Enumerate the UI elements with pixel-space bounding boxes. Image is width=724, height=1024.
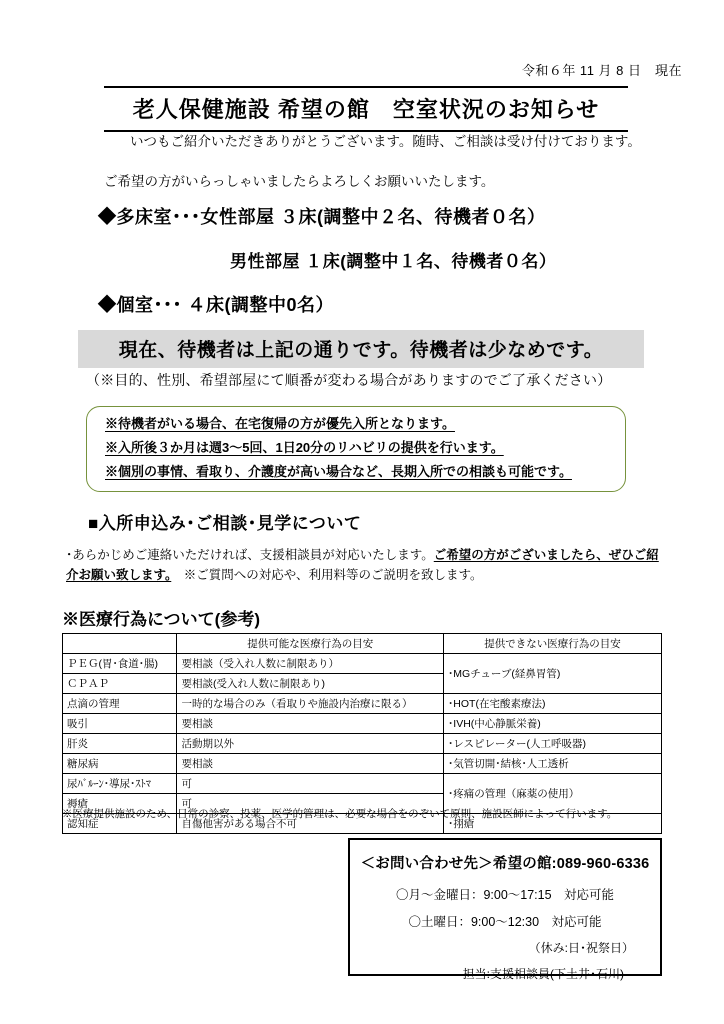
contact-saturday-hours: 〇土曜日：9:00～12:30 対応可能 [408, 915, 602, 929]
medical-heading: ※医療行為について(参考) [62, 610, 260, 629]
intro-line-2: ご希望の方がいらっしゃいましたらよろしくお願いいたします。 [104, 174, 495, 189]
medical-item: 尿ﾊﾞﾙｰﾝ･導尿･ｽﾄﾏ [63, 774, 177, 794]
unavailable-item: ･MGチューブ(経鼻胃管) [444, 654, 662, 694]
contact-closed-days: （休み:日･祝祭日） [528, 941, 634, 955]
page-title: 老人保健施設 希望の館 空室状況のお知らせ [104, 86, 628, 132]
table-row [63, 754, 662, 774]
unavailable-item: ･HOT(在宅酸素療法) [444, 694, 662, 714]
contact-title: ＜お問い合わせ先＞希望の館:089-960-6336 [360, 856, 650, 872]
application-heading: ■入所申込み･ご相談･見学について [88, 514, 362, 533]
application-text-part1: ･あらかじめご連絡いただければ、支援相談員が対応いたします。 [66, 548, 434, 562]
date-line: 令和６年 11 月 8 日 現在 [521, 63, 682, 78]
medical-detail: 要相談 [177, 754, 444, 774]
waitlist-highlight: 現在、待機者は上記の通りです。待機者は少なめです。 [78, 330, 644, 368]
medical-item: 肝炎 [63, 734, 177, 754]
table-row [63, 774, 662, 794]
medical-item: 褥瘡 [63, 794, 177, 814]
table-header-available: 提供可能な医療行為の目安 [177, 634, 444, 654]
room-availability-male: 男性部屋 １床(調整中１名、待機者０名） [230, 252, 557, 271]
room-availability-female: ◆多床室･･･女性部屋 ３床(調整中２名、待機者０名） [98, 207, 546, 227]
medical-detail: 活動期以外 [177, 734, 444, 754]
medical-item: 吸引 [63, 714, 177, 734]
contact-staff: 担当:支援相談員(下土井･石川) [462, 967, 624, 981]
application-text-part2: ※ご質問への対応や、利用料等のご説明を致します。 [183, 568, 483, 582]
medical-item: ＰＥＧ(胃･食道･腸) [63, 654, 177, 674]
medical-table [62, 633, 662, 834]
medical-item: ＣＰＡＰ [63, 674, 177, 694]
medical-detail: 要相談(受入れ人数に制限あり) [177, 674, 444, 694]
medical-detail: 自傷他害がある場合不可 [177, 814, 444, 834]
medical-detail: 一時的な場合のみ（看取りや施設内治療に限る） [177, 694, 444, 714]
table-header-blank [63, 634, 177, 654]
application-text [66, 545, 666, 585]
unavailable-item: ･挧瘡 [444, 814, 662, 834]
contact-weekday-hours: 〇月～金曜日：9:00～17:15 対応可能 [395, 888, 615, 902]
note-item: ※待機者がいる場合、在宅復帰の方が優先入所となります。 [105, 416, 455, 431]
medical-detail: 要相談（受入れ人数に制限あり） [177, 654, 444, 674]
table-header-row [63, 634, 662, 654]
medical-item: 糖尿病 [63, 754, 177, 774]
table-row [63, 694, 662, 714]
medical-footnote: ※医療提供施設のため、日常の診察、投薬、医学的管理は、必要な場合をのぞいて原則、施設医師によって行います。 [62, 808, 618, 820]
notes-box [86, 406, 626, 492]
medical-item: 点滴の管理 [63, 694, 177, 714]
application-text-bold: ご希望の方がございましたら、ぜひご紹介お願い致します。 [66, 548, 659, 582]
table-row [63, 714, 662, 734]
waitlist-note: （※目的、性別、希望部屋にて順番が変わる場合がありますのでご了承ください） [86, 372, 612, 388]
table-row [63, 654, 662, 674]
unavailable-item: ･レスピレーター(人工呼吸器) [444, 734, 662, 754]
medical-item: 認知症 [63, 814, 177, 834]
note-item: ※個別の事情、看取り、介護度が高い場合など、長期入所での相談も可能です。 [105, 464, 572, 479]
medical-detail: 可 [177, 794, 444, 814]
table-row [63, 734, 662, 754]
contact-box [348, 838, 662, 981]
table-header-unavailable: 提供できない医療行為の目安 [444, 634, 662, 654]
unavailable-item: ･疼痛の管理（麻薬の使用） [444, 774, 662, 814]
medical-detail: 可 [177, 774, 444, 794]
unavailable-item: ･IVH(中心静脈栄養) [444, 714, 662, 734]
note-item: ※入所後３か月は週3～5回、1日20分のリハビリの提供を行います。 [105, 440, 504, 455]
intro-line-1: いつもご紹介いただきありがとうございます。随時、ご相談は受け付けております。 [130, 134, 641, 149]
unavailable-item: ･気管切開･結核･人工透析 [444, 754, 662, 774]
medical-detail: 要相談 [177, 714, 444, 734]
room-availability-private: ◆個室･･･ ４床(調整中0名） [98, 295, 335, 315]
